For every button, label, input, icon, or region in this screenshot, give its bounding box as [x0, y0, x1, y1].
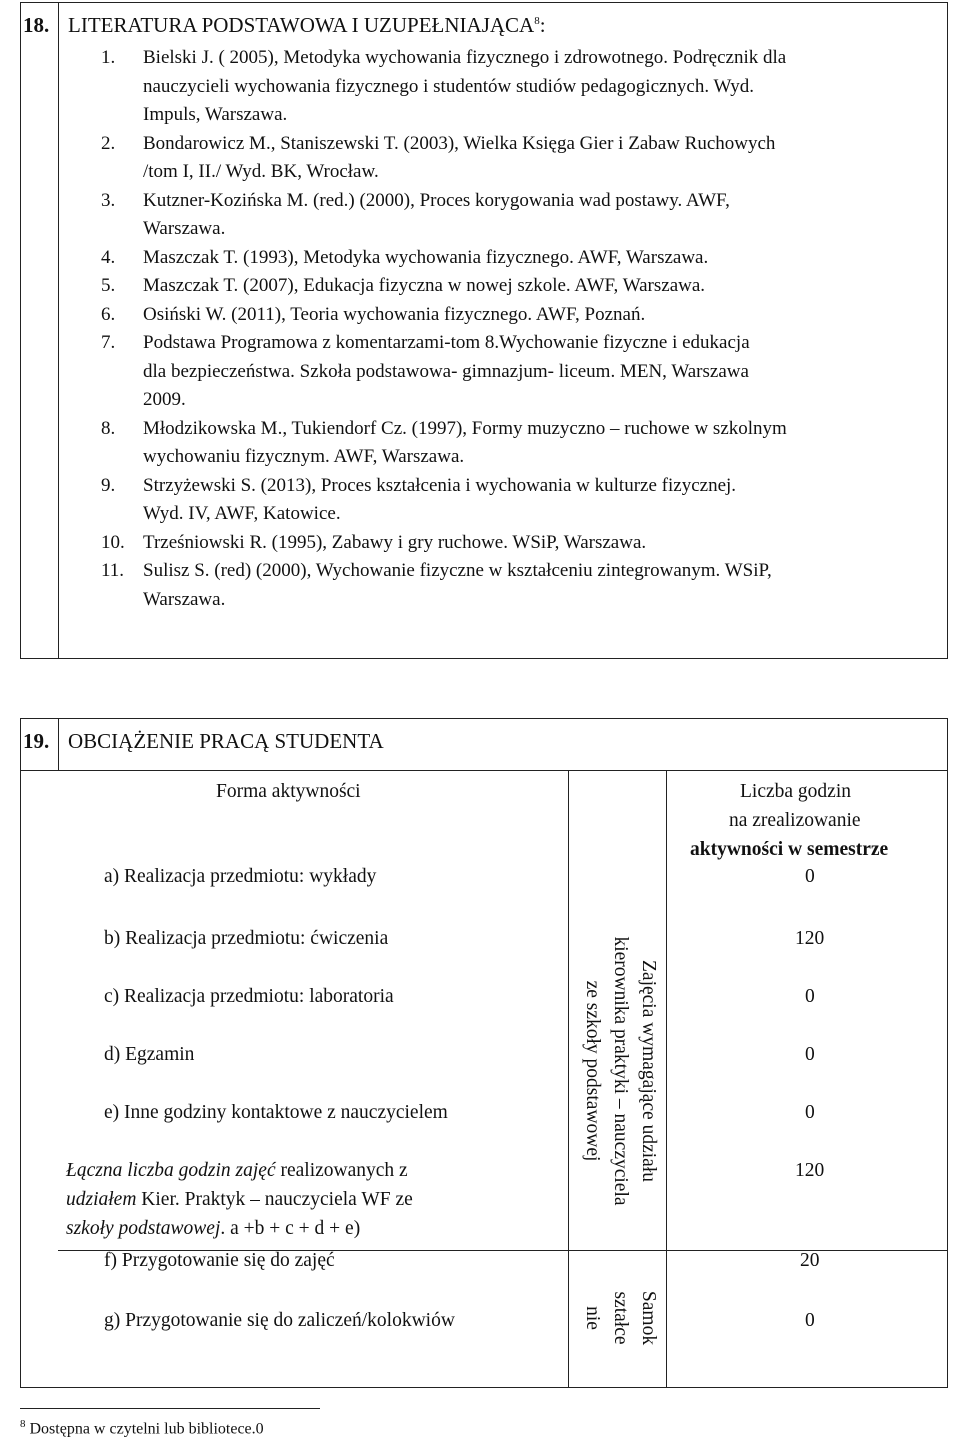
table-divider [568, 1250, 569, 1387]
literature-item-number: 1. [101, 47, 116, 68]
row-label-f: f) Przygotowanie się do zajęć [104, 1250, 335, 1271]
row-label-b: b) Realizacja przedmiotu: ćwiczenia [104, 928, 389, 949]
literature-item-text: Bondarowicz M., Staniszewski T. (2003), Wielka Księga Gier i Zabaw Ruchowych [143, 132, 776, 154]
row-value-d: 0 [805, 1044, 815, 1065]
literature-item-text: Podstawa Programowa z komentarzami-tom 8.Wychowanie fizyczne i edukacja [143, 332, 750, 353]
section-title: OBCIĄŻENIE PRACĄ STUDENTA [68, 729, 384, 753]
literature-item-continuation: /tom I, II./ Wyd. BK, Wrocław. [143, 161, 379, 182]
total-value: 120 [795, 1160, 825, 1181]
literature-item-number: 6. [101, 303, 116, 325]
literature-item-continuation: Warszawa. [143, 218, 226, 239]
literature-item-number: 7. [101, 332, 116, 353]
row-label-g: g) Przygotowanie się do zaliczeń/kolokwiów [104, 1310, 455, 1331]
literature-item-number: 9. [101, 474, 116, 496]
literature-item-text: Maszczak T. (1993), Metodyka wychowania fizycznego. AWF, Warszawa. [143, 246, 709, 268]
row-label-d: d) Egzamin [104, 1044, 195, 1065]
row-value-g: 0 [805, 1310, 815, 1331]
total-label-line3: szkoły podstawowej. a +b + c + d + e) [66, 1218, 361, 1239]
literature-item-text: Bielski J. ( 2005), Metodyka wychowania fizycznego i zdrowotnego. Podręcznik dla [143, 47, 787, 68]
section-title: LITERATURA PODSTAWOWA I UZUPEŁNIAJĄCA$^8$: [68, 13, 546, 37]
header-hours-line1: Liczba godzin [740, 781, 851, 802]
section-number-cell [21, 3, 59, 658]
header-hours-line2: na zrealizowanie [729, 810, 861, 831]
row-value-a: 0 [805, 866, 815, 887]
row-value-e: 0 [805, 1102, 815, 1123]
literature-item-continuation: wychowaniu fizycznym. AWF, Warszawa. [143, 446, 465, 467]
literature-item-text: Maszczak T. (2007), Edukacja fizyczna w nowej szkole. AWF, Warszawa. [143, 275, 706, 296]
literature-item-continuation: Impuls, Warszawa. [143, 104, 288, 125]
literature-item-continuation: Wyd. IV, AWF, Katowice. [143, 503, 341, 524]
table-divider [666, 770, 667, 1387]
vertical-label-contact: Zajęcia wymagające udziału kierownika praktyki – nauczyciela ze szkoły podstawowej [582, 936, 659, 1206]
literature-item-number: 10. [101, 531, 125, 553]
literature-item-number: 11. [101, 560, 125, 581]
literature-item-number: 3. [101, 189, 116, 211]
footnote: $^8$ Dostępna w czytelni lub bibliotece.0 [20, 1418, 264, 1438]
footnote-separator [20, 1408, 320, 1409]
literature-item-number: 2. [101, 132, 116, 154]
literature-item-number: 5. [101, 275, 116, 296]
row-value-c: 0 [805, 986, 815, 1007]
row-value-f: 20 [800, 1250, 820, 1271]
literature-item-text: Osiński W. (2011), Teoria wychowania fizycznego. AWF, Poznań. [143, 303, 646, 325]
total-label-line1: Łączna liczba godzin zajęć realizowanych z [66, 1160, 408, 1181]
literature-item-text: Młodzikowska M., Tukiendorf Cz. (1997), Formy muzyczno – ruchowe w szkolnym [143, 417, 787, 439]
row-label-e: e) Inne godziny kontaktowe z nauczycielem [104, 1102, 448, 1123]
literature-item-continuation: 2009. [143, 389, 186, 410]
literature-item-text: Trześniowski R. (1995), Zabawy i gry ruchowe. WSiP, Warszawa. [143, 531, 647, 553]
row-value-b: 120 [795, 928, 825, 949]
literature-item-number: 4. [101, 246, 116, 268]
literature-item-number: 8. [101, 417, 116, 439]
section-number: 18. [23, 13, 50, 37]
literature-item-text: Strzyżewski S. (2013), Proces kształcenia i wychowania w kulturze fizycznej. [143, 474, 737, 496]
section-number-cell [21, 719, 59, 771]
cell-divider [58, 718, 59, 770]
literature-item-continuation: nauczycieli wychowania fizycznego i studentów studiów pedagogicznych. Wyd. [143, 75, 755, 97]
row-label-a: a) Realizacja przedmiotu: wykłady [104, 866, 377, 887]
literature-item-text: Sulisz S. (red) (2000), Wychowanie fizyczne w kształceniu zintegrowanym. WSiP, [143, 560, 772, 581]
section-number: 19. [23, 729, 50, 753]
table-divider [568, 770, 569, 1250]
table-border-top [58, 770, 948, 771]
header-form: Forma aktywności [216, 781, 361, 802]
literature-item-text: Kutzner-Kozińska M. (red.) (2000), Proces korygowania wad postawy. AWF, [143, 189, 730, 211]
literature-item-continuation: dla bezpieczeństwa. Szkoła podstawowa- gimnazjum- liceum. MEN, Warszawa [143, 360, 749, 382]
header-hours-line3: aktywności w semestrze [690, 839, 889, 860]
vertical-label-self-study: Samok ształce nie [582, 1290, 659, 1346]
total-label-line2: udziałem Kier. Praktyk – nauczyciela WF ze [66, 1189, 413, 1210]
row-label-c: c) Realizacja przedmiotu: laboratoria [104, 986, 394, 1007]
literature-item-continuation: Warszawa. [143, 588, 226, 610]
